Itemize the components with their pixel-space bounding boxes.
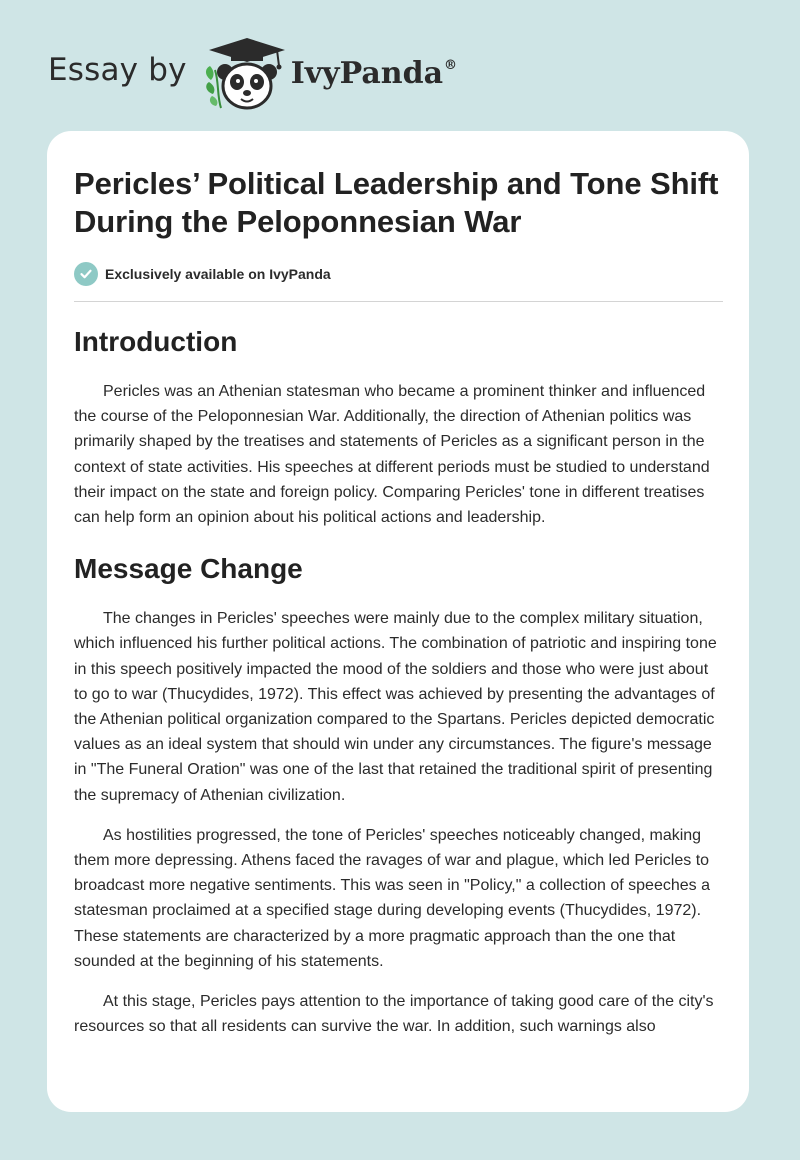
- paragraph: The changes in Pericles' speeches were mainly due to the complex military situation, which influenced his further political actions. The combination of patriotic and inspiring tone in this speech positively impacted the mood of the soldiers and those who were just about to go to war (Thucydides, 1972). This effect was achieved by presenting the advantages of the Athenian political organization compared to the Spartans. Pericles depicted democratic values as an ideal system that should win under any circumstances. The figure's message in "The Funeral Oration" was one of the last that retained the traditional spirit of presenting the supremacy of Athenian civilization.: [74, 610, 717, 804]
- exclusive-label: Exclusively available on IvyPanda: [105, 266, 331, 282]
- trademark-symbol: ®: [444, 57, 458, 73]
- brand-prefix: Essay by: [48, 52, 187, 88]
- check-icon: [74, 262, 98, 286]
- site-brand[interactable]: [48, 34, 457, 114]
- section-heading-introduction: Introduction: [74, 326, 238, 357]
- paragraph: As hostilities progressed, the tone of Pericles' speeches noticeably changed, making them more depressing. Athens faced the ravages of war and plague, which led Pericles to broadcast more negative sentiments. This was seen in "Policy," a collection of speeches a statesman proclaimed at a specified stage during developing events (Thucydides, 1972). These statements are characterized by a more pragmatic approach than the one that sounded at the beginning of his statements.: [74, 826, 710, 970]
- panda-logo-icon: [201, 36, 293, 112]
- paragraph: At this stage, Pericles pays attention to the importance of taking good care of the city's resources so that all residents can survive the war. In addition, such warnings also: [74, 993, 714, 1036]
- essay-card: [47, 131, 749, 1112]
- exclusive-badge: [74, 261, 723, 287]
- section-heading-message-change: Message Change: [74, 553, 303, 585]
- essay-title: Pericles’ Political Leadership and Tone Shift During the Peloponnesian War: [74, 166, 719, 239]
- title-divider: [74, 301, 723, 302]
- brand-name: IvyPanda®: [290, 55, 458, 91]
- paragraph: Pericles was an Athenian statesman who became a prominent thinker and influenced the course of the Peloponnesian War. Additionally, the direction of Athenian politics was primarily shaped by the treatises and statements of Pericles as a significant person in the context of state activities. His speeches at different periods must be studied to understand their impact on the state and foreign policy. Comparing Pericles' tone in different treatises can help form an opinion about his political actions and leadership.: [74, 383, 710, 527]
